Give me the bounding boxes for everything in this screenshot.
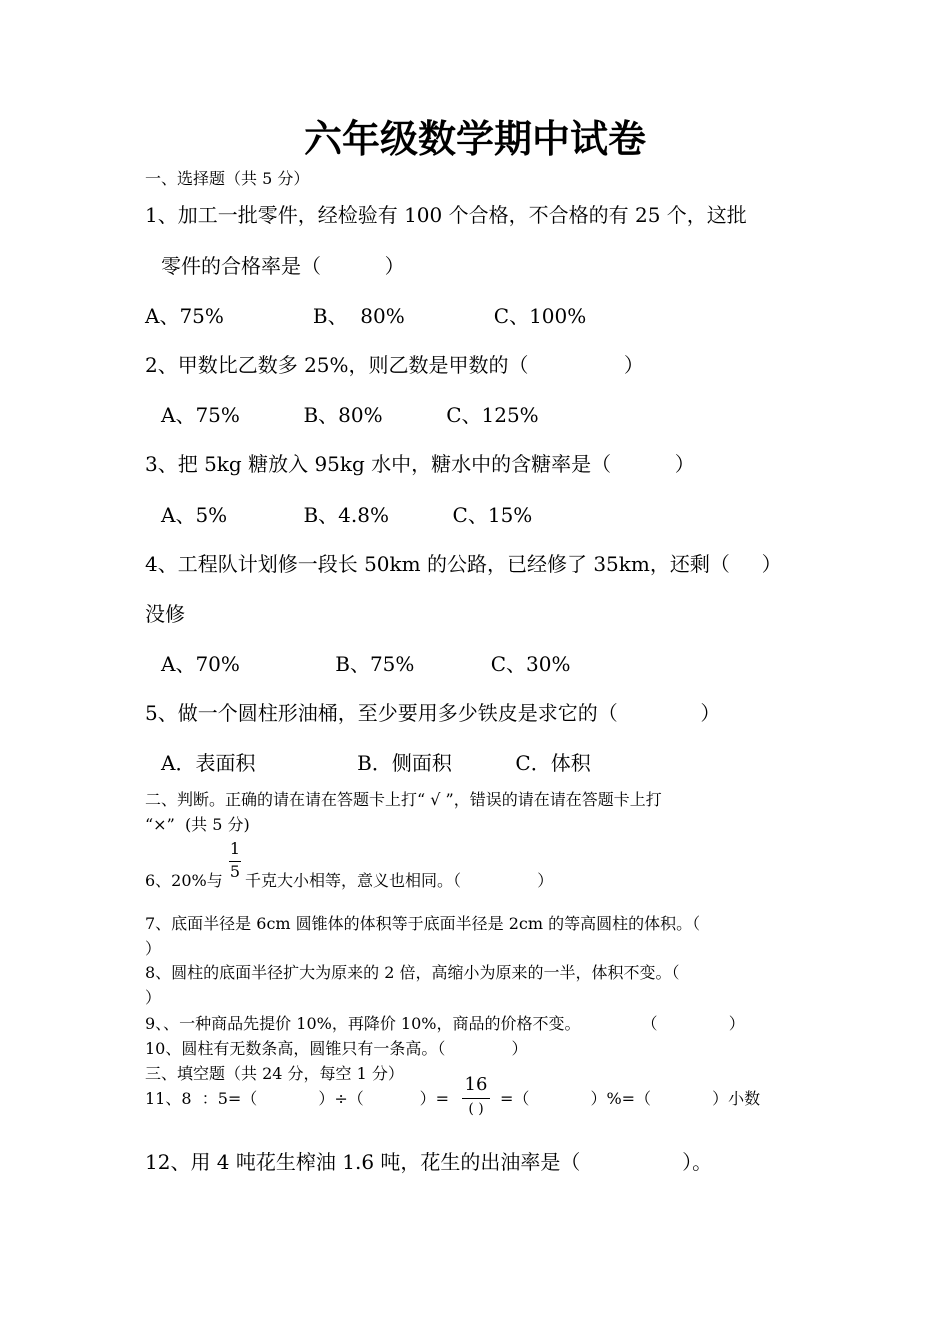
question-8-line1: 8、圆柱的底面半径扩大为原来的 2 倍，高缩小为原来的一半，体积不变。（	[145, 963, 680, 982]
question-7-line1: 7、底面半径是 6cm 圆锥体的体积等于底面半径是 2cm 的等高圆柱的体积。（	[145, 914, 701, 933]
question-1-line2: 零件的合格率是（ ）	[161, 254, 405, 278]
question-5-options: A．表面积 B．侧面积 C．体积	[161, 751, 591, 775]
question-6-prefix: 6、20%与	[145, 871, 223, 890]
question-2: 2、甲数比乙数多 25%，则乙数是甲数的（ ）	[145, 353, 644, 377]
section-judge-heading-line2: “×” (共 5 分)	[145, 815, 250, 834]
page-title: 六年级数学期中试卷	[303, 116, 646, 161]
question-3: 3、把 5kg 糖放入 95kg 水中，糖水中的含糖率是（ ）	[145, 452, 695, 476]
question-1-line1: 1、加工一批零件，经检验有 100 个合格，不合格的有 25 个，这批	[145, 203, 747, 227]
question-10: 10、圆柱有无数条高，圆锥只有一条高。（ ）	[145, 1039, 528, 1058]
section-judge-heading-line1: 二、判断。正确的请在请在答题卡上打“ √ ”，错误的请在请在答题卡上打	[145, 790, 662, 809]
question-4-line1: 4、工程队计划修一段长 50km 的公路，已经修了 35km，还剩（ ）	[145, 552, 782, 576]
question-11-suffix: =（ ）%=（ ）小数	[500, 1089, 761, 1108]
question-5: 5、做一个圆柱形油桶，至少要用多少铁皮是求它的（ ）	[145, 701, 721, 725]
question-6-fraction-denominator: 5	[229, 862, 241, 881]
question-3-options: A、5% B、4.8% C、15%	[161, 503, 533, 527]
section-choice-heading: 一、选择题（共 5 分）	[145, 169, 310, 188]
question-8-line2: ）	[145, 988, 162, 1007]
question-11-prefix: 11、8 ：5=（ ）÷（ ）=	[145, 1089, 450, 1108]
question-4-line2: 没修	[145, 602, 185, 626]
question-4-options: A、70% B、75% C、30%	[161, 652, 571, 676]
question-9: 9、、一种商品先提价 10%，再降价 10%，商品的价格不变。 （ ）	[145, 1014, 745, 1033]
question-6-fraction-numerator: 1	[229, 839, 241, 858]
section-fill-heading: 三、填空题（共 24 分，每空 1 分）	[145, 1064, 404, 1083]
question-7-line2: ）	[145, 939, 162, 958]
question-6-suffix: 千克大小相等，意义也相同。（ ）	[245, 871, 554, 890]
question-11-fraction-numerator: 16	[464, 1074, 488, 1095]
question-11-fraction-bar	[462, 1098, 490, 1099]
question-1-options: A、75% B、 80% C、100%	[145, 304, 587, 328]
question-12: 12、用 4 吨花生榨油 1.6 吨，花生的出油率是（ ）。	[145, 1150, 713, 1174]
question-2-options: A、75% B、80% C、125%	[161, 403, 539, 427]
question-11-fraction-denominator: ( )	[468, 1101, 484, 1117]
